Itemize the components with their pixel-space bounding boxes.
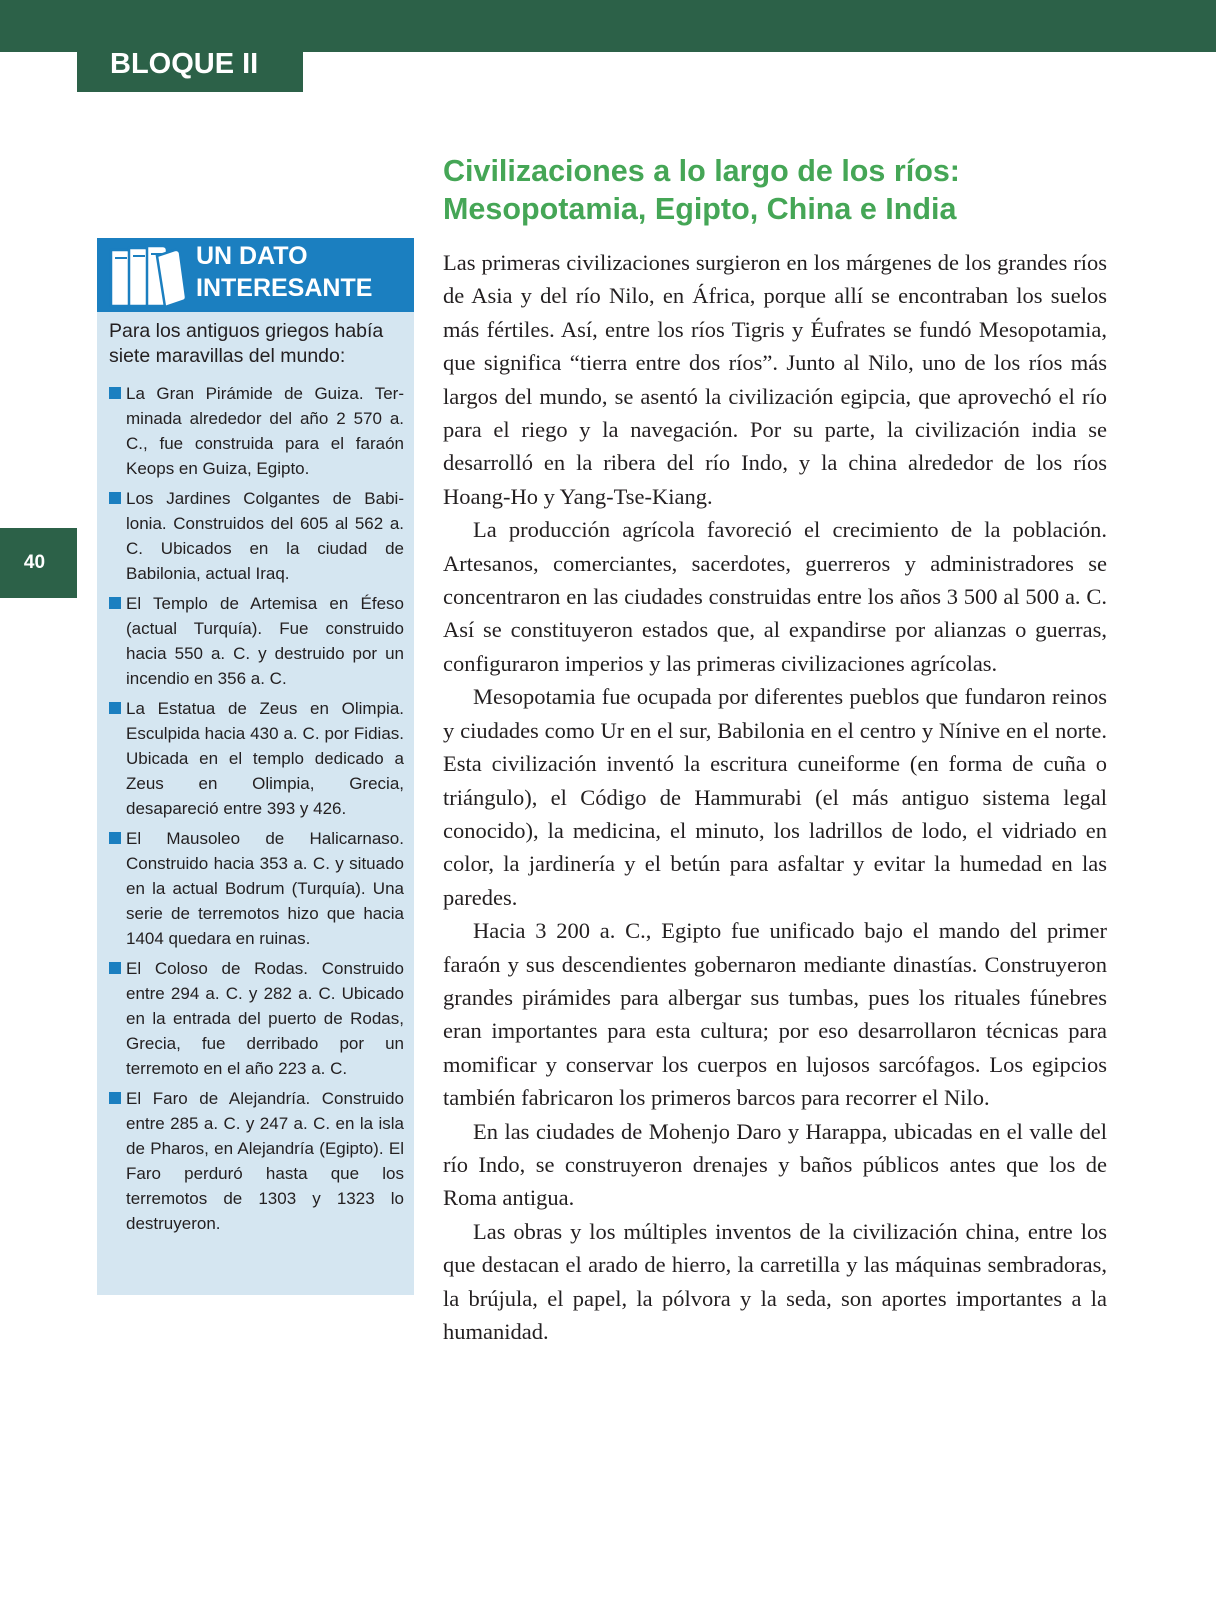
paragraph: Las obras y los múltiples inventos de la civilización china, entre los que destacan el arado de hierro, la carretilla y las máquinas sembradoras, la brújula, el papel, la pólvora y la seda, son aportes importantes a la humanidad. [443,1218,1107,1344]
sidebar-title [196,240,406,304]
bullet-square-icon [109,1092,121,1104]
bullet-square-icon [109,832,121,844]
section-title-line2: Mesopotamia, Egipto, China e India [443,192,957,226]
paragraph: En las ciudades de Mohenjo Daro y Harappa, ubicadas en el valle del río Indo, se construyeron drenajes y baños públicos antes que los de Roma antigua. [443,1118,1107,1211]
sidebar-header [97,238,414,312]
list-item-text: La Gran Pirámide de Guiza. Terminada alrededor del año 2 570 a. C., fue construida para el faraón Keops en Guiza, Egipto. [126,384,404,478]
list-item [109,381,404,481]
list-item-text: El Faro de Alejandría. Construido entre 285 a. C. y 247 a. C. en la isla de Pharos, en Alejandría (Egipto). El Faro perduró hasta que los terremotos de 1303 y 1323 lo destruyeron. [126,1089,404,1233]
books-icon [107,240,189,310]
sidebar-title-line1: UN DATO [196,242,308,270]
paragraph: Mesopotamia fue ocupada por diferentes pueblos que fundaron reinos y ciudades como Ur en el sur, Babilonia en el centro y Nínive en el norte. Esta civilización inventó la escritura cuneiforme (en forma de cuña o triángulo), el Código de Hammurabi (el más antiguo sistema legal conocido), la medicina, el minuto, los ladrillos de lodo, el vidriado en color, la jardinería y el betún para asfaltar y evitar la humedad en las paredes. [443,684,1107,910]
sidebar-title-line2: INTERESANTE [196,274,373,302]
paragraph: La producción agrícola favoreció el crecimiento de la población. Artesanos, comerciantes, sacerdotes, guerreros y administradores se concentraron en las ciudades construidas entre los años 3 500 al 500 a. C. Así se constituyeron estados que, al expandirse por alianzas o guerras, configuraron imperios y las primeras civilizaciones agrícolas. [443,517,1107,676]
list-item-text: El Templo de Artemisa en Éfeso (actual Turquía). Fue construido hacia 550 a. C. y destruido por un incendio en 356 a. C. [126,594,404,688]
bullet-square-icon [109,702,121,714]
page-number: 40 [0,528,77,598]
interesting-fact-box [97,238,414,1295]
list-item [109,1086,404,1236]
list-item [109,696,404,821]
body-text [443,246,1107,1348]
list-item-text: Los Jardines Colgantes de Babilonia. Construidos del 605 al 562 a. C. Ubicados en la ciudad de Babilonia, actual Iraq. [126,489,404,583]
section-title [443,152,1133,228]
list-item-text: El Mausoleo de Halicarnaso. Construido hacia 353 a. C. y situado en la actual Bodrum (Turquía). Una serie de terremotos hizo que hacia 1404 quedara en ruinas. [126,829,404,948]
list-item [109,486,404,586]
bloque-label: BLOQUE II [77,36,303,92]
list-item [109,956,404,1081]
section-title-line1: Civilizaciones a lo largo de los ríos: [443,154,960,188]
list-item [109,591,404,691]
list-item-text: El Coloso de Rodas. Construido entre 294 a. C. y 282 a. C. Ubicado en la entrada del puerto de Rodas, Grecia, fue derribado por un terremoto en el año 223 a. C. [126,959,404,1078]
bullet-square-icon [109,492,121,504]
paragraph: Hacia 3 200 a. C., Egipto fue unificado bajo el mando del primer faraón y sus descendientes gobernaron mediante dinastías. Construyeron grandes pirámides para albergar sus tumbas, pues los rituales fúnebres eran importantes para esta cultura; por eso desarrollaron técnicas para momificar y conservar los cuerpos en lujosos sarcófagos. Los egipcios también fabricaron los primeros barcos para recorrer el Nilo. [443,918,1107,1111]
list-item-text: La Estatua de Zeus en Olimpia. Esculpida hacia 430 a. C. por Fidias. Ubicada en el templo dedicado a Zeus en Olimpia, Grecia, desapareció entre 393 y 426. [126,699,404,818]
list-item [109,826,404,951]
bullet-square-icon [109,387,121,399]
paragraph: Las primeras civilizaciones surgieron en los márgenes de los grandes ríos de Asia y del río Nilo, en África, porque allí se encontraban los suelos más fértiles. Así, entre los ríos Tigris y Éufrates se fundó Mesopotamia, que significa “tierra entre dos ríos”. Junto al Nilo, uno de los ríos más largos del mundo, se asentó la civilización egipcia, que aprovechó el río para el riego y la navegación. Por su parte, la civilización india se desarrolló en la ribera del río Indo, y la china alrededor de los ríos Hoang-Ho y Yang-Tse-Kiang. [443,250,1107,509]
sidebar-intro: Para los antiguos griegos había siete maravillas del mundo: [109,320,384,367]
bullet-square-icon [109,597,121,609]
wonders-list [109,381,404,1241]
bullet-square-icon [109,962,121,974]
